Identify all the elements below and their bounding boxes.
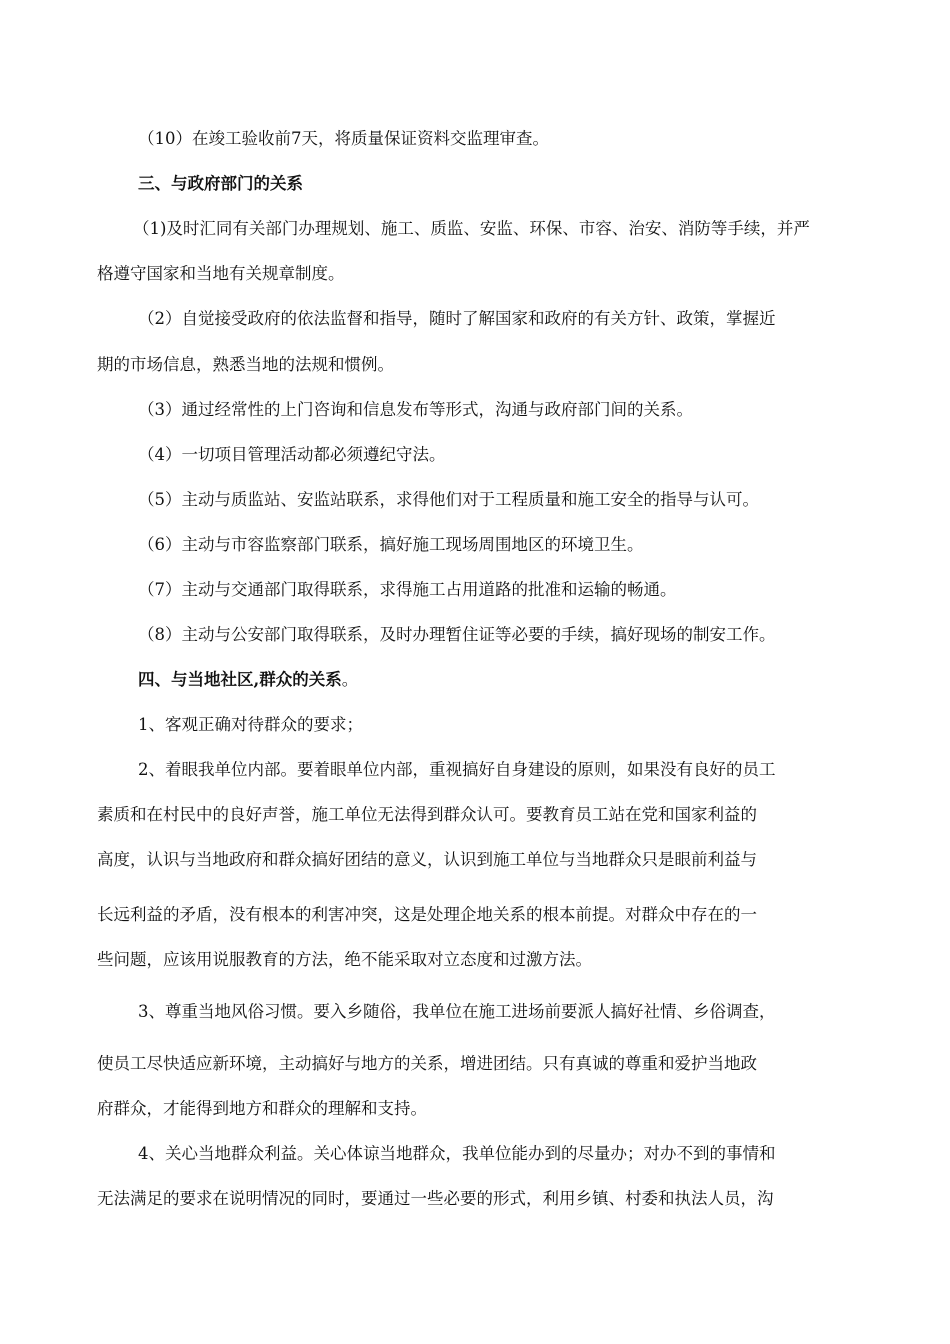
paragraph-line: 使员工尽快适应新环境，主动搞好与地方的关系，增进团结。只有真诚的尊重和爱护当地政 [97,1054,757,1073]
paragraph-line: 高度，认识与当地政府和群众搞好团结的意义，认识到施工单位与当地群众只是眼前利益与 [97,850,757,869]
paragraph-line: 2、着眼我单位内部。要着眼单位内部，重视搞好自身建设的原则，如果没有良好的员工 [138,760,776,779]
paragraph-line: （1)及时汇同有关部门办理规划、施工、质监、安监、环保、市容、治安、消防等手续，并严 [133,219,810,238]
paragraph-line: 无法满足的要求在说明情况的同时，要通过一些必要的形式，利用乡镇、村委和执法人员，沟 [97,1189,774,1208]
paragraph-line: （7）主动与交通部门取得联系，求得施工占用道路的批准和运输的畅通。 [138,580,677,599]
paragraph-line: （6）主动与市容监察部门联系，搞好施工现场周围地区的环境卫生。 [138,535,644,554]
section-heading-text: 四、与当地社区,群众的关系 [138,670,342,689]
paragraph-line: 4、关心当地群众利益。关心体谅当地群众，我单位能办到的尽量办；对办不到的事情和 [138,1144,776,1163]
paragraph-line: 素质和在村民中的良好声誉，施工单位无法得到群众认可。要教育员工站在党和国家利益的 [97,805,757,824]
paragraph-line: （2）自觉接受政府的依法监督和指导，随时了解国家和政府的有关方针、政策，掌握近 [138,309,776,328]
paragraph-line: 些问题，应该用说服教育的方法，绝不能采取对立态度和过激方法。 [97,950,592,969]
paragraph-line: （10）在竣工验收前7天，将质量保证资料交监理审查。 [138,129,549,148]
paragraph-line: （4）一切项目管理活动都必须遵纪守法。 [138,445,446,464]
paragraph-line: 1、客观正确对待群众的要求； [138,715,363,734]
section-heading-suffix: 。 [341,670,359,689]
section-heading [138,668,358,692]
paragraph-line: 3、尊重当地风俗习惯。要入乡随俗，我单位在施工进场前要派人搞好社情、乡俗调查， [138,1002,776,1021]
paragraph-line: （3）通过经常性的上门咨询和信息发布等形式，沟通与政府部门间的关系。 [138,400,693,419]
paragraph-line: 期的市场信息，熟悉当地的法规和惯例。 [97,355,394,374]
section-heading: 三、与政府部门的关系 [138,174,303,193]
paragraph-line: （5）主动与质监站、安监站联系，求得他们对于工程质量和施工安全的指导与认可。 [138,490,759,509]
paragraph-line: 长远利益的矛盾，没有根本的利害冲突，这是处理企地关系的根本前提。对群众中存在的一 [97,905,757,924]
paragraph-line: （8）主动与公安部门取得联系，及时办理暂住证等必要的手续，搞好现场的制安工作。 [138,625,776,644]
paragraph-line: 格遵守国家和当地有关规章制度。 [97,264,345,283]
paragraph-line: 府群众，才能得到地方和群众的理解和支持。 [97,1099,427,1118]
